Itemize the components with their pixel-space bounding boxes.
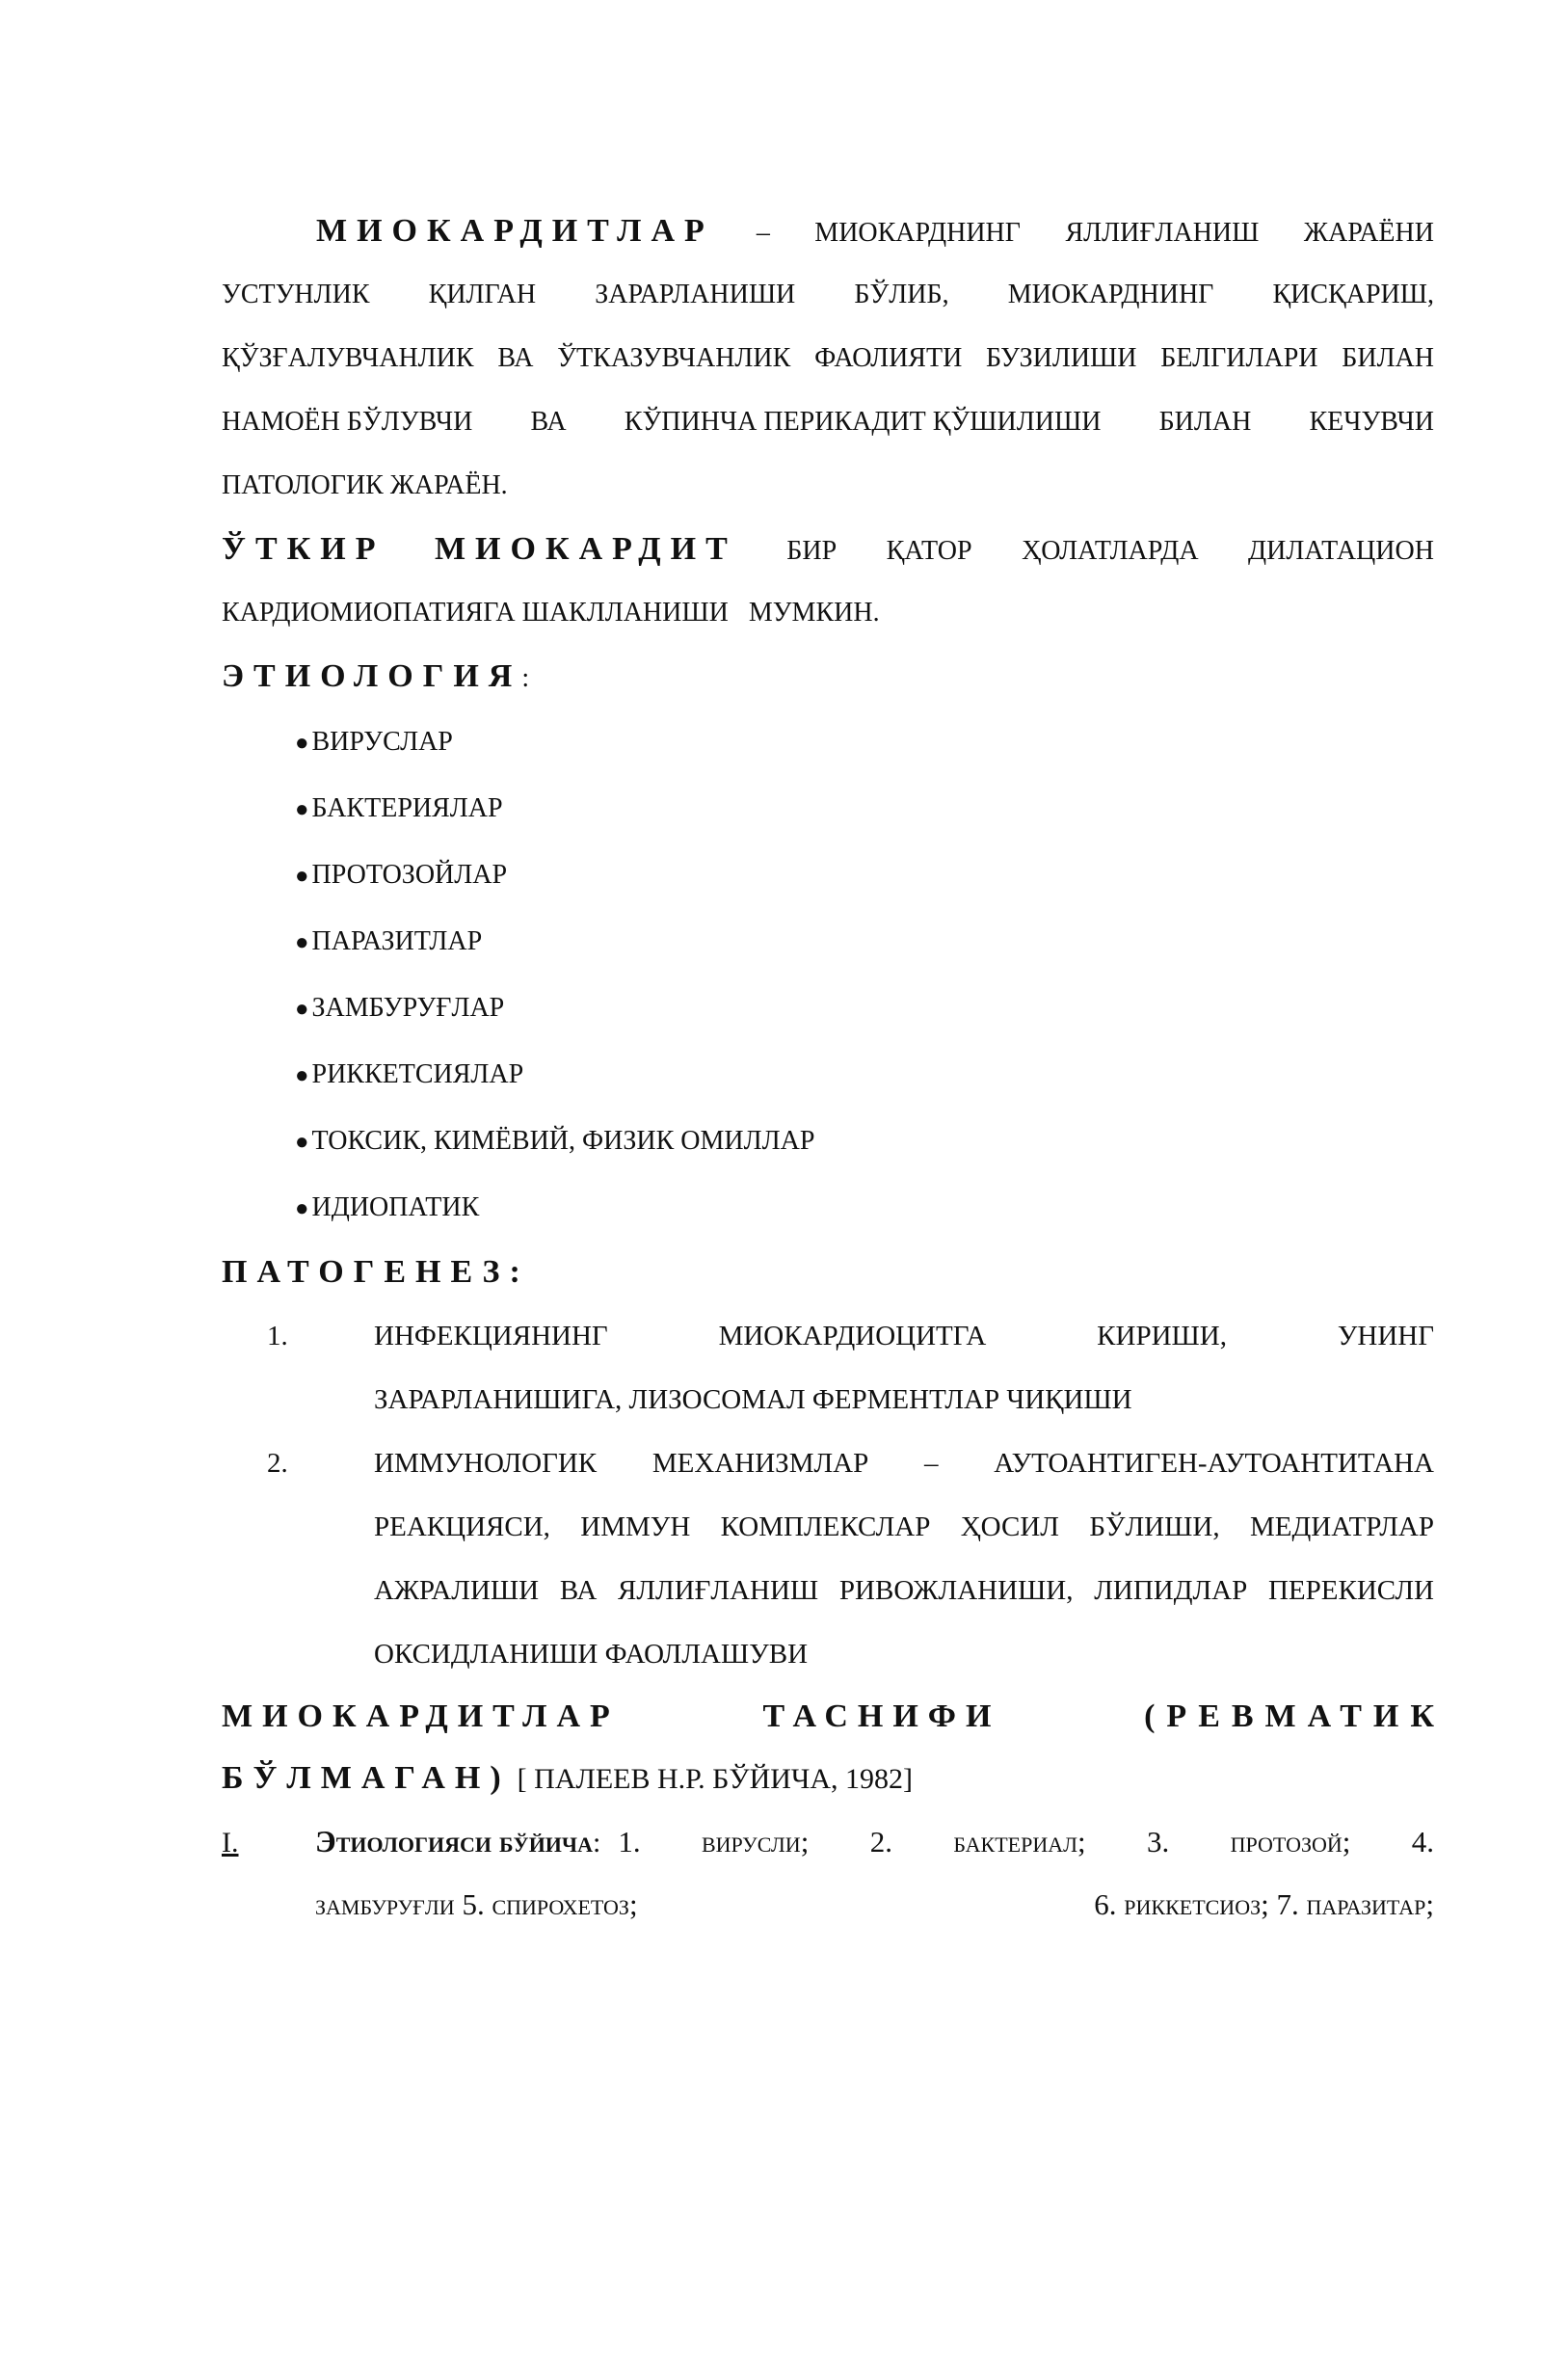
bullet-icon: ● xyxy=(295,797,309,822)
intro-line-3: ҚЎЗҒАЛУВЧАНЛИК ВА ЎТКАЗУВЧАНЛИК ФАОЛИЯТИ БУЗИЛИШИ БЕЛГИЛАРИ БИЛАН xyxy=(222,343,1434,373)
classification-source: [ ПАЛЕЕВ Н.Р. БЎЙИЧА, 1982] xyxy=(517,1763,914,1795)
list-item: ● ВИРУСЛАР xyxy=(295,727,453,757)
list-item: ● ПРОТОЗОЙЛАР xyxy=(295,860,508,890)
intro-term: МИОКАРДИТЛАР xyxy=(316,213,714,249)
list-item: ● РИККЕТСИЯЛАР xyxy=(295,1059,524,1089)
bullet-icon: ● xyxy=(295,930,309,955)
intro-dash: – xyxy=(756,218,770,248)
classification-heading-1: МИОКАРДИТЛАР ТАСНИФИ (РЕВМАТИК xyxy=(222,1698,1446,1734)
classification-item-1-cont: замбуруғли 5. спирохетоз; 6. риккетсиоз; 7. паразитар; xyxy=(315,1887,1434,1921)
intro-paragraph xyxy=(222,200,1434,518)
list-item: ● ЗАМБУРУҒЛАР xyxy=(295,993,505,1023)
bullet-icon: ● xyxy=(295,731,309,756)
document-page xyxy=(0,200,1542,2380)
classification-heading-2: БЎЛМАГАН) [ ПАЛЕЕВ Н.Р. БЎЙИЧА, 1982] xyxy=(222,1760,914,1796)
acute-term-1: ЎТКИР xyxy=(222,531,386,567)
acute-line-2: КАРДИОМИОПАТИЯГА ШАКЛЛАНИШИ МУМКИН. xyxy=(222,598,880,628)
bullet-icon: ● xyxy=(295,1063,309,1088)
intro-line-2: УСТУНЛИК ҚИЛГАН ЗАРАРЛАНИШИ БЎЛИБ, МИОКАРДНИНГ ҚИСҚАРИШ, xyxy=(222,280,1434,309)
etiology-heading: ЭТИОЛОГИЯ: xyxy=(222,658,530,694)
list-item: ● ПАРАЗИТЛАР xyxy=(295,926,483,956)
list-item: ● ИДИОПАТИК xyxy=(295,1192,480,1222)
pathogenesis-item-1: 1. ИНФЕКЦИЯНИНГ МИОКАРДИОЦИТГА КИРИШИ, УНИНГ ЗАРАРЛАНИШИГА, ЛИЗОСОМАЛ ФЕРМЕНТЛАР ЧИҚИШИ xyxy=(267,1321,1434,1415)
list-item: ● ТОКСИК, КИМЁВИЙ, ФИЗИК ОМИЛЛАР xyxy=(295,1126,815,1156)
acute-line-1: ЎТКИР МИОКАРДИТ БИР ҚАТОР ҲОЛАТЛАРДА ДИЛАТАЦИОН xyxy=(222,518,1434,581)
classification-item-1: I. Этиологияси бўйича : 1. вирусли; 2. бактериал; 3. протозой; 4. xyxy=(222,1824,1434,1859)
etiology-list xyxy=(222,709,1434,1241)
bullet-icon: ● xyxy=(295,997,309,1022)
acute-paragraph xyxy=(222,518,1434,645)
acute-term-2: МИОКАРДИТ xyxy=(434,531,737,567)
pathogenesis-item-2: 2. ИММУНОЛОГИК МЕХАНИЗМЛАР – АУТОАНТИГЕН-АУТОАНТИТАНА РЕАКЦИЯСИ, ИММУН КОМПЛЕКСЛАР ҲОСИЛ БЎЛИШИ, МЕДИАТРЛАР АЖРАЛИШИ ВА ЯЛЛИҒЛАНИШ РИВОЖЛАНИШИ, ЛИПИДЛАР ПЕРЕКИСЛИ ОКСИДЛАНИШИ ФАОЛЛАШУВИ xyxy=(267,1448,1434,1670)
bullet-icon: ● xyxy=(295,1196,309,1221)
list-item: ● БАКТЕРИЯЛАР xyxy=(295,793,503,823)
bullet-icon: ● xyxy=(295,1130,309,1155)
intro-line-4: НАМОЁН БЎЛУВЧИ ВА КЎПИНЧА ПЕРИКАДИТ ҚЎШИЛИШИ БИЛАН КЕЧУВЧИ xyxy=(222,407,1434,437)
intro-line-1: МИОКАРДИТЛАР – МИОКАРДНИНГ ЯЛЛИҒЛАНИШ ЖАРАЁНИ xyxy=(222,200,1434,263)
pathogenesis-heading: ПАТОГЕНЕЗ: xyxy=(222,1254,530,1290)
bullet-icon: ● xyxy=(295,864,309,889)
intro-line-5: ПАТОЛОГИК ЖАРАЁН. xyxy=(222,470,508,500)
